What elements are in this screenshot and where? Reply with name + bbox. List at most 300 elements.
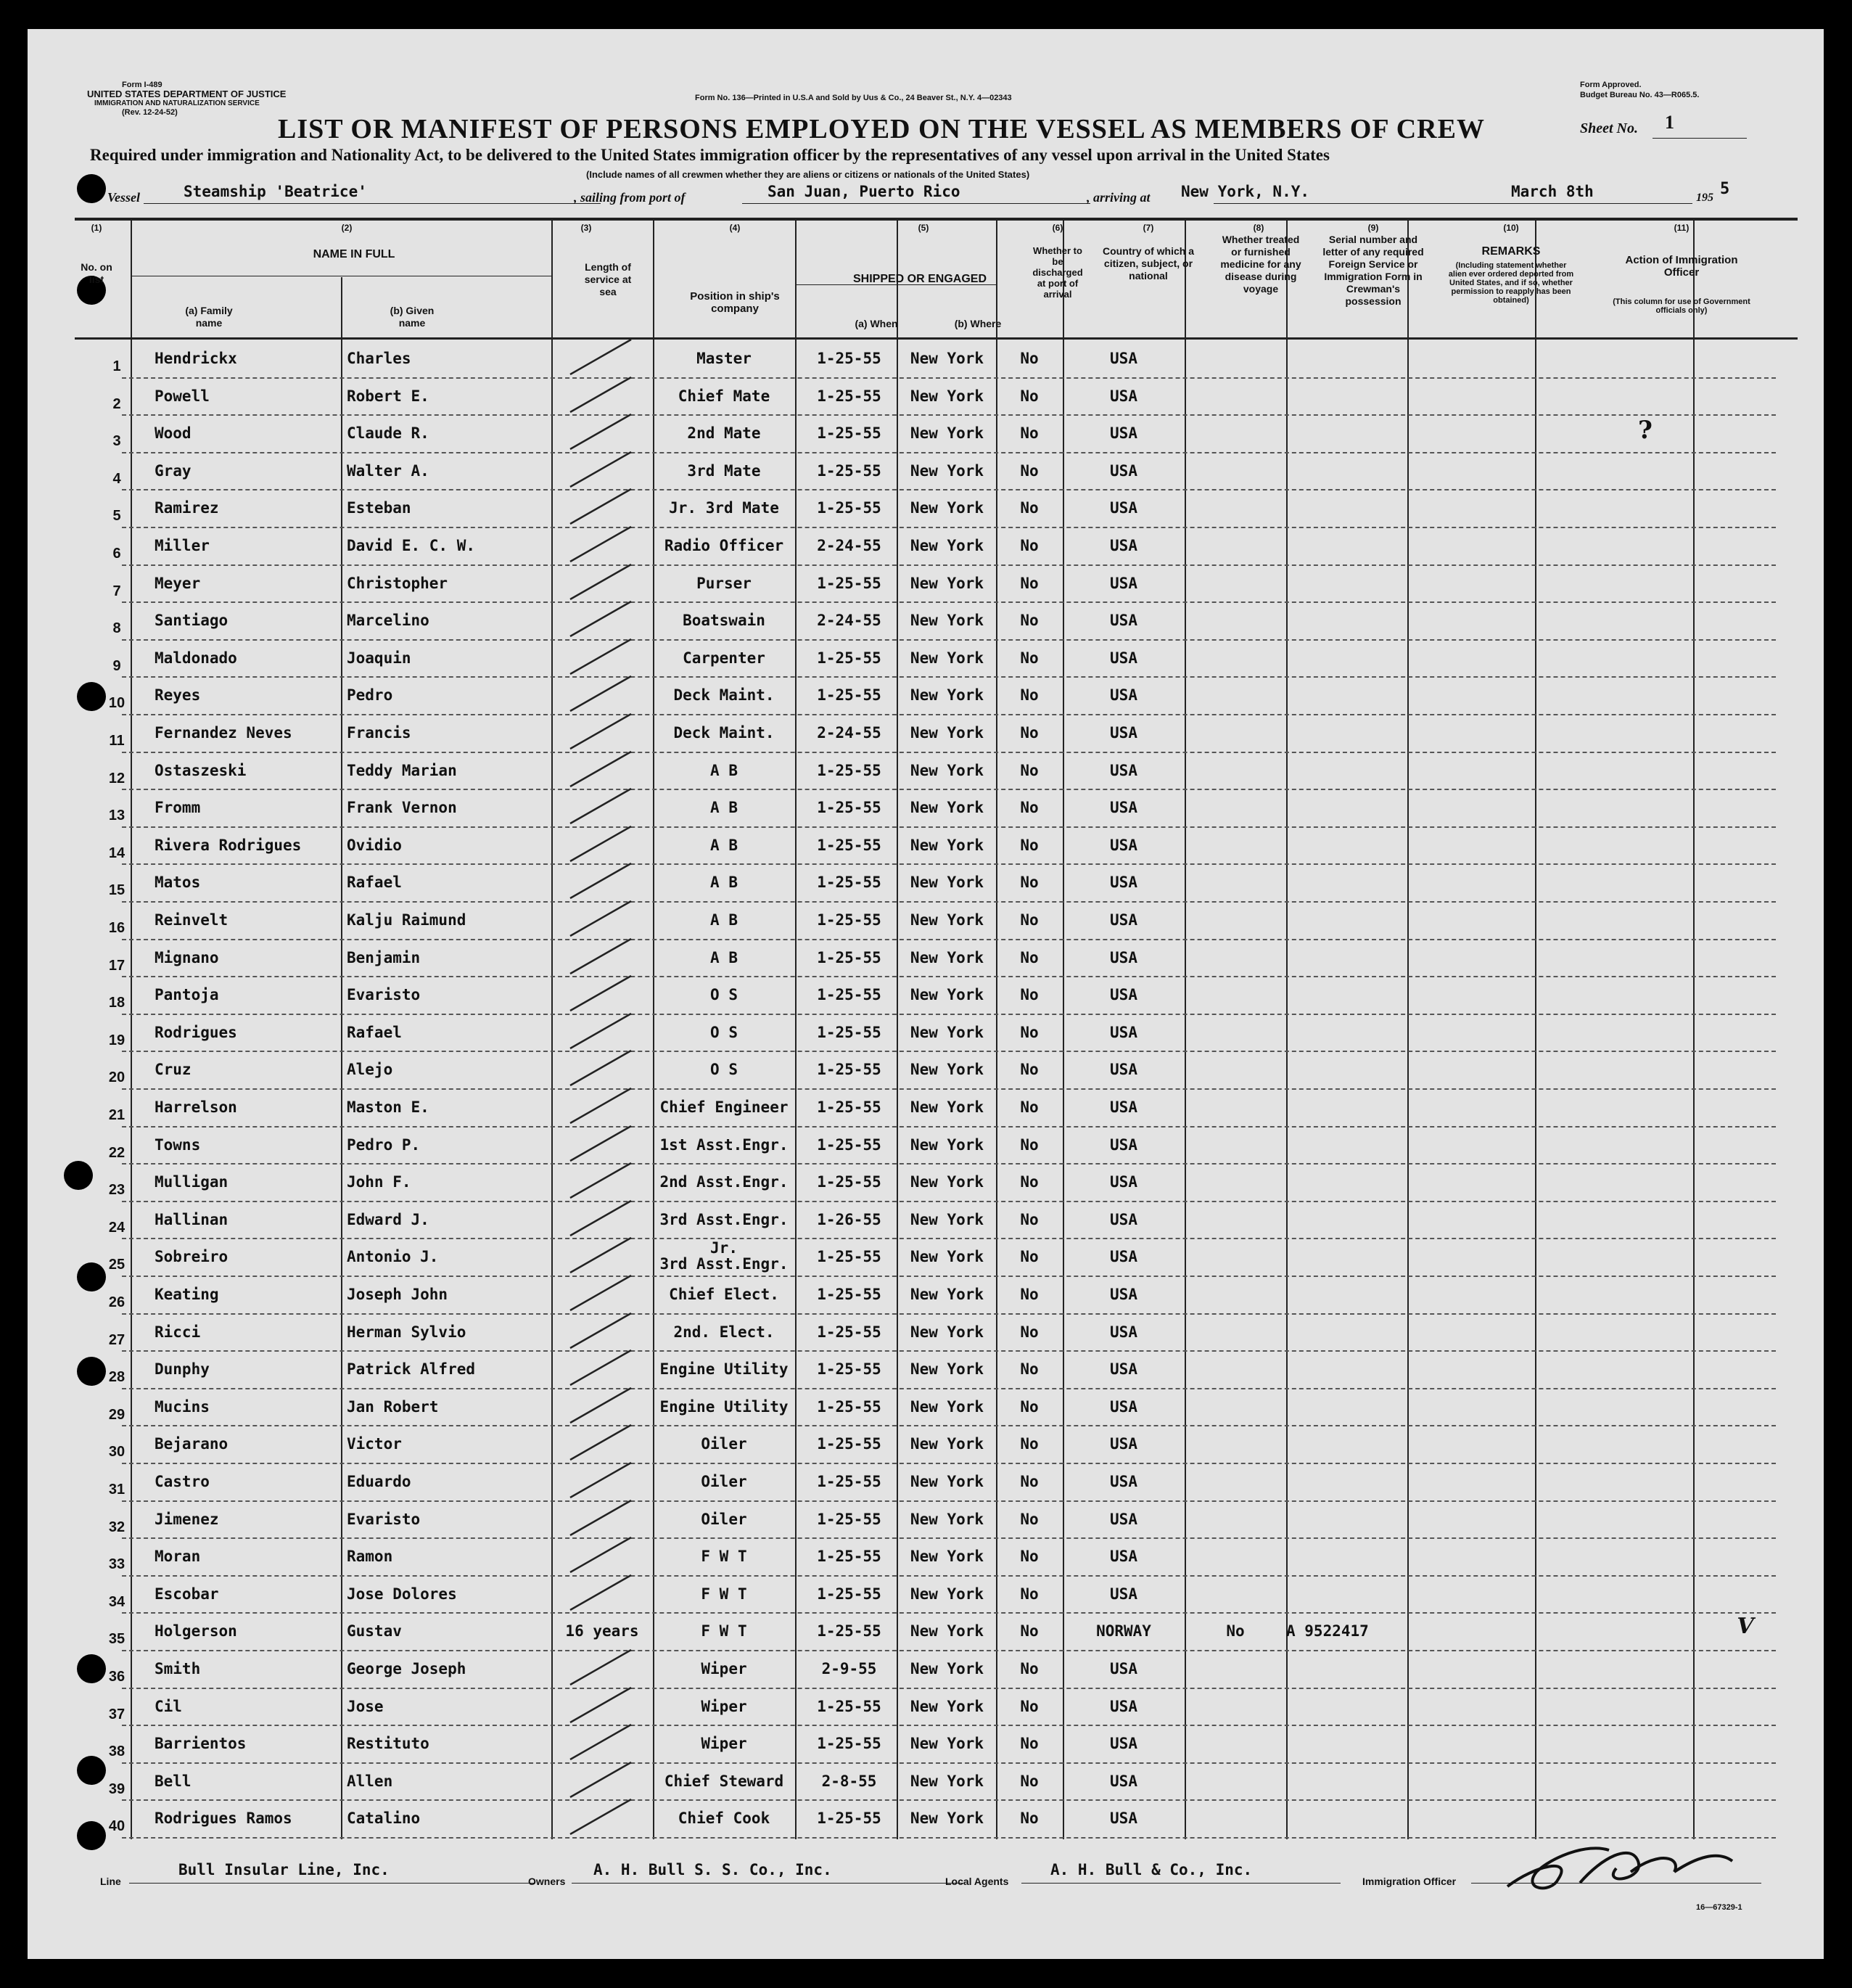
- cell-when: 1-25-55: [817, 1248, 881, 1266]
- cell-when: 1-25-55: [817, 1735, 881, 1753]
- cell-family: Fernandez Neves: [155, 724, 292, 742]
- cell-disch: No: [1020, 1510, 1039, 1528]
- cell-family: Smith: [155, 1660, 201, 1677]
- cell-when: 1-25-55: [817, 1697, 881, 1715]
- cell-country: USA: [1110, 424, 1137, 443]
- cell-country: USA: [1110, 911, 1137, 929]
- cell-disch: No: [1020, 1772, 1039, 1790]
- col5-header: SHIPPED OR ENGAGED: [852, 273, 987, 285]
- cell-disch: No: [1020, 537, 1039, 554]
- cell-disch: No: [1020, 1023, 1039, 1041]
- cell-family: Ramirez: [155, 499, 219, 517]
- row-number: 15: [108, 882, 125, 899]
- cell-given: David E. C. W.: [347, 537, 476, 554]
- officer-label: Immigration Officer: [1362, 1876, 1457, 1887]
- cell-country: USA: [1110, 1510, 1137, 1528]
- cell-where: New York: [910, 537, 984, 554]
- cell-position: Oiler: [701, 1510, 747, 1528]
- col9-number: (9): [1367, 223, 1379, 233]
- row-number: 16: [108, 920, 125, 936]
- row-number: 12: [108, 770, 125, 786]
- row-number: 14: [108, 845, 125, 861]
- row-number: 20: [108, 1069, 125, 1086]
- cell-where: New York: [910, 612, 984, 630]
- vessel-name: Steamship 'Beatrice': [184, 183, 367, 200]
- cell-country: USA: [1110, 649, 1137, 667]
- cell-country: USA: [1110, 1397, 1137, 1416]
- cell-country: USA: [1110, 1473, 1137, 1490]
- cell-disch: No: [1020, 1210, 1039, 1228]
- col3-header: Length of service at sea: [584, 261, 632, 297]
- agents-underline: [1021, 1883, 1341, 1884]
- table-column-rule: [1185, 219, 1186, 1839]
- punch-hole: [64, 1161, 93, 1190]
- cell-given: Walter A.: [347, 461, 429, 480]
- col8-header: Whether treated or furnished medicine for any disease during voyage: [1220, 234, 1301, 295]
- cell-country: USA: [1110, 836, 1137, 854]
- row-rule: [122, 1762, 1776, 1764]
- cell-given: Herman Sylvio: [347, 1323, 466, 1341]
- printer-line: Form No. 136—Printed in U.S.A and Sold by Uus & Co., 24 Beaver St., N.Y. 4—02343: [695, 94, 1012, 102]
- cell-country: USA: [1110, 1810, 1137, 1828]
- arriving-port: New York, N.Y.: [1181, 183, 1310, 200]
- cell-country: USA: [1110, 1697, 1137, 1715]
- cell-given: Joaquin: [347, 649, 411, 667]
- cell-disch: No: [1020, 649, 1039, 667]
- row-number: 26: [108, 1294, 125, 1310]
- cell-position: 2nd Asst.Engr.: [659, 1173, 789, 1191]
- cell-disch: No: [1020, 948, 1039, 966]
- row-number: 34: [108, 1593, 125, 1610]
- cell-given: Jose: [347, 1697, 384, 1715]
- cell-position: Purser: [696, 574, 752, 592]
- cell-position: Deck Maint.: [673, 724, 775, 742]
- cell-family: Fromm: [155, 799, 201, 817]
- cell-position: Chief Elect.: [669, 1286, 779, 1303]
- cell-family: Keating: [155, 1286, 219, 1303]
- cell-disch: No: [1020, 1548, 1039, 1566]
- cell-given: Pedro: [347, 686, 393, 705]
- cell-country: NORWAY: [1096, 1622, 1151, 1640]
- cell-country: USA: [1110, 986, 1137, 1004]
- cell-given: Rafael: [347, 1023, 402, 1041]
- year-suffix: 5: [1720, 180, 1730, 198]
- row-rule: [122, 863, 1776, 865]
- cell-where: New York: [910, 387, 984, 405]
- cell-given: Jose Dolores: [347, 1585, 457, 1603]
- officer-signature: [1493, 1828, 1747, 1901]
- cell-position: Deck Maint.: [673, 686, 775, 705]
- cell-country: USA: [1110, 499, 1137, 517]
- table-column-rule: [551, 219, 553, 1839]
- row-number: 39: [108, 1780, 125, 1797]
- cell-given: Kalju Raimund: [347, 911, 466, 929]
- row3-action-mark: ?: [1638, 416, 1653, 445]
- col5a-header: (a) When: [855, 318, 898, 329]
- col2-header: NAME IN FULL: [313, 248, 395, 260]
- cell-position: Engine Utility: [659, 1360, 789, 1379]
- cell-when: 1-25-55: [817, 1585, 881, 1603]
- col4-number: (4): [729, 223, 741, 233]
- arriving-underline: [1214, 203, 1692, 204]
- cell-given: Christopher: [347, 574, 448, 592]
- row-number: 30: [108, 1444, 125, 1461]
- cell-given: Frank Vernon: [347, 799, 457, 817]
- cell-position: Jr. 3rd Mate: [669, 499, 779, 517]
- row-number: 1: [112, 358, 121, 374]
- cell-country: USA: [1110, 1173, 1137, 1191]
- cell-where: New York: [910, 1697, 984, 1715]
- row-number: 3: [112, 433, 121, 450]
- cell-disch: No: [1020, 612, 1039, 630]
- row-rule: [122, 452, 1776, 453]
- cell-position: Wiper: [701, 1735, 747, 1753]
- cell-family: Dunphy: [155, 1360, 210, 1379]
- row-rule: [122, 1276, 1776, 1277]
- row-rule: [122, 1537, 1776, 1539]
- cell-disch: No: [1020, 1585, 1039, 1603]
- row-rule: [122, 1575, 1776, 1577]
- cell-disch: No: [1020, 1473, 1039, 1490]
- cell-country: USA: [1110, 874, 1137, 892]
- cell-disch: No: [1020, 1173, 1039, 1191]
- cell-family: Rodrigues Ramos: [155, 1810, 292, 1828]
- cell-given: Maston E.: [347, 1098, 429, 1116]
- row-rule: [122, 714, 1776, 715]
- row-rule: [122, 414, 1776, 416]
- line-name: Bull Insular Line, Inc.: [178, 1861, 390, 1878]
- cell-family: Matos: [155, 874, 201, 892]
- cell-position: Chief Cook: [678, 1810, 770, 1828]
- cell-given: Teddy Marian: [347, 761, 457, 779]
- cell-position: Chief Mate: [678, 387, 770, 405]
- col1-number: (1): [91, 223, 102, 233]
- manifest-sheet: [28, 29, 1824, 1959]
- cell-given: Charles: [347, 350, 411, 367]
- department: UNITED STATES DEPARTMENT OF JUSTICE: [87, 89, 287, 99]
- cell-family: Moran: [155, 1548, 201, 1566]
- cell-country: USA: [1110, 948, 1137, 966]
- cell-position: 1st Asst.Engr.: [659, 1135, 789, 1154]
- cell-when: 1-25-55: [817, 387, 881, 405]
- cell-position: O S: [710, 1061, 738, 1079]
- form-code: 16—67329-1: [1696, 1903, 1742, 1912]
- row-number: 8: [112, 620, 121, 637]
- cell-country: USA: [1110, 724, 1137, 742]
- cell-position: A B: [710, 948, 738, 966]
- owners-name: A. H. Bull S. S. Co., Inc.: [593, 1861, 832, 1878]
- cell-country: USA: [1110, 1023, 1137, 1041]
- cell-when: 1-25-55: [817, 574, 881, 592]
- page-title: LIST OR MANIFEST OF PERSONS EMPLOYED ON THE VESSEL AS MEMBERS OF CREW: [278, 114, 1485, 144]
- cell-country: USA: [1110, 537, 1137, 554]
- cell-position: F W T: [701, 1622, 747, 1640]
- cell-given: Evaristo: [347, 1510, 421, 1528]
- row-number: 2: [112, 395, 121, 412]
- cell-disch: No: [1020, 499, 1039, 517]
- cell-country: USA: [1110, 461, 1137, 480]
- cell-disch: No: [1020, 1397, 1039, 1416]
- cell-disch: No: [1020, 1360, 1039, 1379]
- row-rule: [122, 1650, 1776, 1651]
- cell-position: Chief Steward: [664, 1772, 784, 1790]
- cell-disch: No: [1020, 574, 1039, 592]
- col11-header: Action of Immigration Officer: [1625, 254, 1738, 279]
- cell-service: 16 years: [565, 1622, 639, 1640]
- cell-where: New York: [910, 1435, 984, 1453]
- cell-family: Reinvelt: [155, 911, 229, 929]
- col2b-header: (b) Given name: [390, 305, 435, 329]
- service-slash-mark: [564, 1571, 637, 1614]
- cell-when: 1-25-55: [817, 1622, 881, 1640]
- cell-position: Oiler: [701, 1473, 747, 1490]
- col11-number: (11): [1674, 223, 1690, 233]
- row-rule: [122, 1088, 1776, 1090]
- vessel-label: Vessel: [107, 190, 140, 205]
- row-number: 18: [108, 995, 125, 1011]
- col7-header: Country of which a citizen, subject, or national: [1103, 245, 1194, 282]
- cell-family: Hallinan: [155, 1210, 229, 1228]
- col4-header: Position in ship's company: [690, 290, 780, 315]
- cell-position: A B: [710, 911, 738, 929]
- row-rule: [122, 901, 1776, 903]
- col8-number: (8): [1253, 223, 1264, 233]
- col11-note: (This column for use of Government officials only): [1613, 297, 1750, 315]
- cell-where: New York: [910, 1248, 984, 1266]
- cell-when: 1-25-55: [817, 1473, 881, 1490]
- cell-country: USA: [1110, 799, 1137, 817]
- cell-disch: No: [1020, 1286, 1039, 1303]
- cell-family: Harrelson: [155, 1098, 237, 1116]
- cell-when: 2-8-55: [821, 1772, 877, 1790]
- cell-where: New York: [910, 874, 984, 892]
- cell-where: New York: [910, 1286, 984, 1303]
- owners-label: Owners: [528, 1876, 566, 1887]
- cell-when: 1-25-55: [817, 649, 881, 667]
- sheet-label: Sheet No.: [1580, 120, 1638, 136]
- cell-given: Robert E.: [347, 387, 429, 405]
- table-column-rule: [1407, 219, 1409, 1839]
- cell-position: F W T: [701, 1548, 747, 1566]
- cell-disch: No: [1020, 1323, 1039, 1341]
- cell-when: 1-25-55: [817, 461, 881, 480]
- cell-disch: No: [1020, 686, 1039, 705]
- cell-given: Ramon: [347, 1548, 393, 1566]
- cell-family: Escobar: [155, 1585, 219, 1603]
- cell-family: Holgerson: [155, 1622, 237, 1640]
- cell-position: O S: [710, 986, 738, 1004]
- cell-where: New York: [910, 461, 984, 480]
- cell-medicine: No: [1226, 1622, 1245, 1640]
- cell-family: Sobreiro: [155, 1248, 229, 1266]
- cell-disch: No: [1020, 724, 1039, 742]
- cell-position: Carpenter: [683, 649, 765, 667]
- row-number: 9: [112, 657, 121, 674]
- row-number: 37: [108, 1706, 125, 1722]
- sailing-port: San Juan, Puerto Rico: [767, 183, 960, 200]
- row-rule: [122, 1238, 1776, 1239]
- cell-when: 1-25-55: [817, 1397, 881, 1416]
- cell-when: 1-25-55: [817, 1023, 881, 1041]
- cell-position: F W T: [701, 1585, 747, 1603]
- cell-given: George Joseph: [347, 1660, 466, 1677]
- row-rule: [122, 1350, 1776, 1352]
- cell-when: 1-25-55: [817, 1360, 881, 1379]
- cell-given: Antonio J.: [347, 1248, 439, 1266]
- row-rule: [122, 1051, 1776, 1052]
- cell-when: 1-25-55: [817, 761, 881, 779]
- row-rule: [122, 1725, 1776, 1726]
- row-rule: [122, 601, 1776, 603]
- row-number: 38: [108, 1743, 125, 1760]
- cell-where: New York: [910, 1397, 984, 1416]
- cell-position: A B: [710, 799, 738, 817]
- cell-country: USA: [1110, 1210, 1137, 1228]
- cell-position: Chief Engineer: [659, 1098, 789, 1116]
- sheet-underline: [1653, 138, 1747, 139]
- port-underline: [742, 203, 1090, 204]
- cell-position: Wiper: [701, 1697, 747, 1715]
- cell-where: New York: [910, 799, 984, 817]
- cell-position: O S: [710, 1023, 738, 1041]
- row-rule: [122, 676, 1776, 678]
- cell-disch: No: [1020, 874, 1039, 892]
- cell-when: 1-25-55: [817, 424, 881, 443]
- cell-disch: No: [1020, 761, 1039, 779]
- cell-disch: No: [1020, 1435, 1039, 1453]
- col10-note: (Including statement whether alien ever ordered deported from United States, and if so, whether permission to reapply has been obtained): [1448, 261, 1574, 305]
- cell-when: 1-25-55: [817, 1435, 881, 1453]
- cell-disch: No: [1020, 799, 1039, 817]
- cell-where: New York: [910, 948, 984, 966]
- row-rule: [122, 789, 1776, 790]
- form-number: Form I-489: [122, 81, 162, 89]
- cell-family: Santiago: [155, 612, 229, 630]
- cell-where: New York: [910, 1323, 984, 1341]
- row-number: 27: [108, 1331, 125, 1348]
- year-prefix: 195: [1696, 192, 1713, 204]
- cell-position: 3rd Mate: [687, 461, 761, 480]
- col6-header: Whether to be discharged at port of arrival: [1032, 245, 1083, 300]
- cell-position: 3rd Asst.Engr.: [659, 1210, 789, 1228]
- cell-where: New York: [910, 686, 984, 705]
- form-approved: Form Approved.: [1580, 81, 1642, 89]
- cell-given: Ovidio: [347, 836, 402, 854]
- row-number: 4: [112, 470, 121, 487]
- cell-where: New York: [910, 1135, 984, 1154]
- cell-position: A B: [710, 761, 738, 779]
- cell-when: 1-25-55: [817, 1286, 881, 1303]
- budget-bureau: Budget Bureau No. 43—R065.5.: [1580, 91, 1700, 99]
- shipped-subheader-col-rule: [897, 284, 898, 339]
- cell-given: Victor: [347, 1435, 402, 1453]
- row-number: 36: [108, 1669, 125, 1685]
- cell-country: USA: [1110, 1735, 1137, 1753]
- row-number: 7: [112, 583, 121, 599]
- col1-header: No. on list: [81, 261, 112, 285]
- cell-given: Edward J.: [347, 1210, 429, 1228]
- line-label: Line: [100, 1876, 121, 1887]
- cell-given: Allen: [347, 1772, 393, 1790]
- owners-underline: [572, 1883, 963, 1884]
- cell-where: New York: [910, 1772, 984, 1790]
- cell-when: 1-25-55: [817, 1135, 881, 1154]
- cell-where: New York: [910, 1473, 984, 1490]
- line-underline: [129, 1883, 535, 1884]
- arriving-label: , arriving at: [1087, 190, 1151, 205]
- cell-disch: No: [1020, 1810, 1039, 1828]
- cell-disch: No: [1020, 986, 1039, 1004]
- col9-header: Serial number and letter of any required Foreign Service or Immigration Form in Crewman's possession: [1322, 234, 1424, 307]
- col6-number: (6): [1052, 223, 1063, 233]
- cell-given: Eduardo: [347, 1473, 411, 1490]
- cell-where: New York: [910, 1660, 984, 1677]
- row-number: 19: [108, 1032, 125, 1048]
- row-rule: [122, 639, 1776, 641]
- cell-family: Ricci: [155, 1323, 201, 1341]
- cell-family: Pantoja: [155, 986, 219, 1004]
- cell-when: 2-24-55: [817, 537, 881, 554]
- cell-given: Jan Robert: [347, 1397, 439, 1416]
- row-rule: [122, 1313, 1776, 1315]
- cell-family: Mulligan: [155, 1173, 229, 1191]
- table-column-rule: [1535, 219, 1536, 1839]
- cell-where: New York: [910, 1023, 984, 1041]
- cell-country: USA: [1110, 574, 1137, 592]
- cell-disch: No: [1020, 1735, 1039, 1753]
- cell-disch: No: [1020, 836, 1039, 854]
- cell-family: Towns: [155, 1135, 201, 1154]
- vessel-underline: [144, 203, 601, 204]
- cell-family: Rivera Rodrigues: [155, 836, 302, 854]
- cell-when: 1-25-55: [817, 1098, 881, 1116]
- cell-when: 1-26-55: [817, 1210, 881, 1228]
- row-number: 23: [108, 1182, 125, 1199]
- required-line: Required under immigration and Nationality Act, to be delivered to the United States immigration officer by the representatives of any vessel upon arrival in the United States: [90, 146, 1330, 164]
- row-number: 31: [108, 1482, 125, 1498]
- include-note: (Include names of all crewmen whether they are aliens or citizens or nationals of the United States): [586, 169, 1030, 180]
- cell-when: 1-25-55: [817, 1323, 881, 1341]
- row-rule: [122, 752, 1776, 753]
- row-number: 21: [108, 1107, 125, 1123]
- row-number: 29: [108, 1406, 125, 1423]
- service-slash-mark: [564, 1795, 637, 1839]
- row-rule: [122, 1612, 1776, 1614]
- cell-where: New York: [910, 574, 984, 592]
- col5-number: (5): [918, 223, 929, 233]
- row-rule: [122, 1126, 1776, 1128]
- cell-when: 1-25-55: [817, 874, 881, 892]
- row-number: 22: [108, 1144, 125, 1161]
- col7-number: (7): [1143, 223, 1154, 233]
- cell-position: A B: [710, 874, 738, 892]
- cell-family: Barrientos: [155, 1735, 247, 1753]
- cell-position: A B: [710, 836, 738, 854]
- cell-when: 1-25-55: [817, 911, 881, 929]
- cell-country: USA: [1110, 1772, 1137, 1790]
- row-number: 13: [108, 808, 125, 824]
- row-rule: [122, 1163, 1776, 1165]
- cell-family: Cil: [155, 1697, 182, 1715]
- row-rule: [122, 1201, 1776, 1202]
- row-rule: [122, 976, 1776, 977]
- row-rule: [122, 1425, 1776, 1426]
- cell-family: Rodrigues: [155, 1023, 237, 1041]
- cell-when: 1-25-55: [817, 499, 881, 517]
- cell-when: 1-25-55: [817, 686, 881, 705]
- table-header-bottom: [75, 337, 1798, 340]
- cell-country: USA: [1110, 350, 1137, 367]
